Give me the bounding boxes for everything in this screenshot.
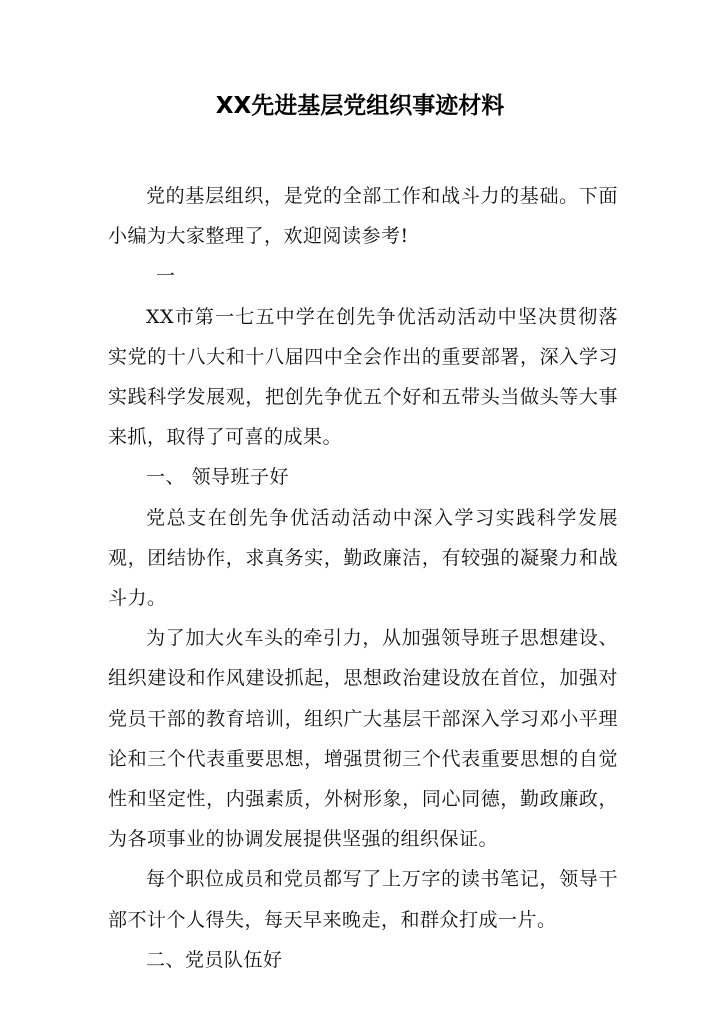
body-paragraph: XX市第一七五中学在创先争优活动活动中坚决贯彻落实党的十八大和十八届四中全会作出的重要部署，深入学习实践科学发展观，把创先争优五个好和五带头当做头等大事来抓，取得了可喜的成果。 xyxy=(108,305,618,449)
body-paragraph: 为了加大火车头的牵引力，从加强领导班子思想建设、组织建设和作风建设抓起，思想政治建设放在首位，加强对党员干部的教育培训，组织广大基层干部深入学习邓小平理论和三个代表重要思想，增强贯彻三个代表重要思想的自觉性和坚定性，内强素质，外树形象，同心同德，勤政廉政，为各项事业的协调发展提供坚强的组织保证。 xyxy=(108,627,618,851)
body-paragraph: 党总支在创先争优活动活动中深入学习实践科学发展观，团结协作，求真务实，勤政廉洁，有较强的凝聚力和战斗力。 xyxy=(108,506,618,610)
section-heading-members: 二、党员队伍好 xyxy=(146,948,283,971)
section-heading-leadership: 一、 领导班子好 xyxy=(146,466,290,489)
body-paragraph: 每个职位成员和党员都写了上万字的读书笔记，领导干部不计个人得失，每天早来晚走，和群众打成一片。 xyxy=(108,868,618,931)
intro-paragraph: 党的基层组织，是党的全部工作和战斗力的基础。下面小编为大家整理了，欢迎阅读参考! xyxy=(108,185,618,248)
document-title: XX先进基层党组织事迹材料 xyxy=(215,93,505,119)
section-marker: 一 xyxy=(156,265,176,288)
document-body xyxy=(108,176,618,980)
